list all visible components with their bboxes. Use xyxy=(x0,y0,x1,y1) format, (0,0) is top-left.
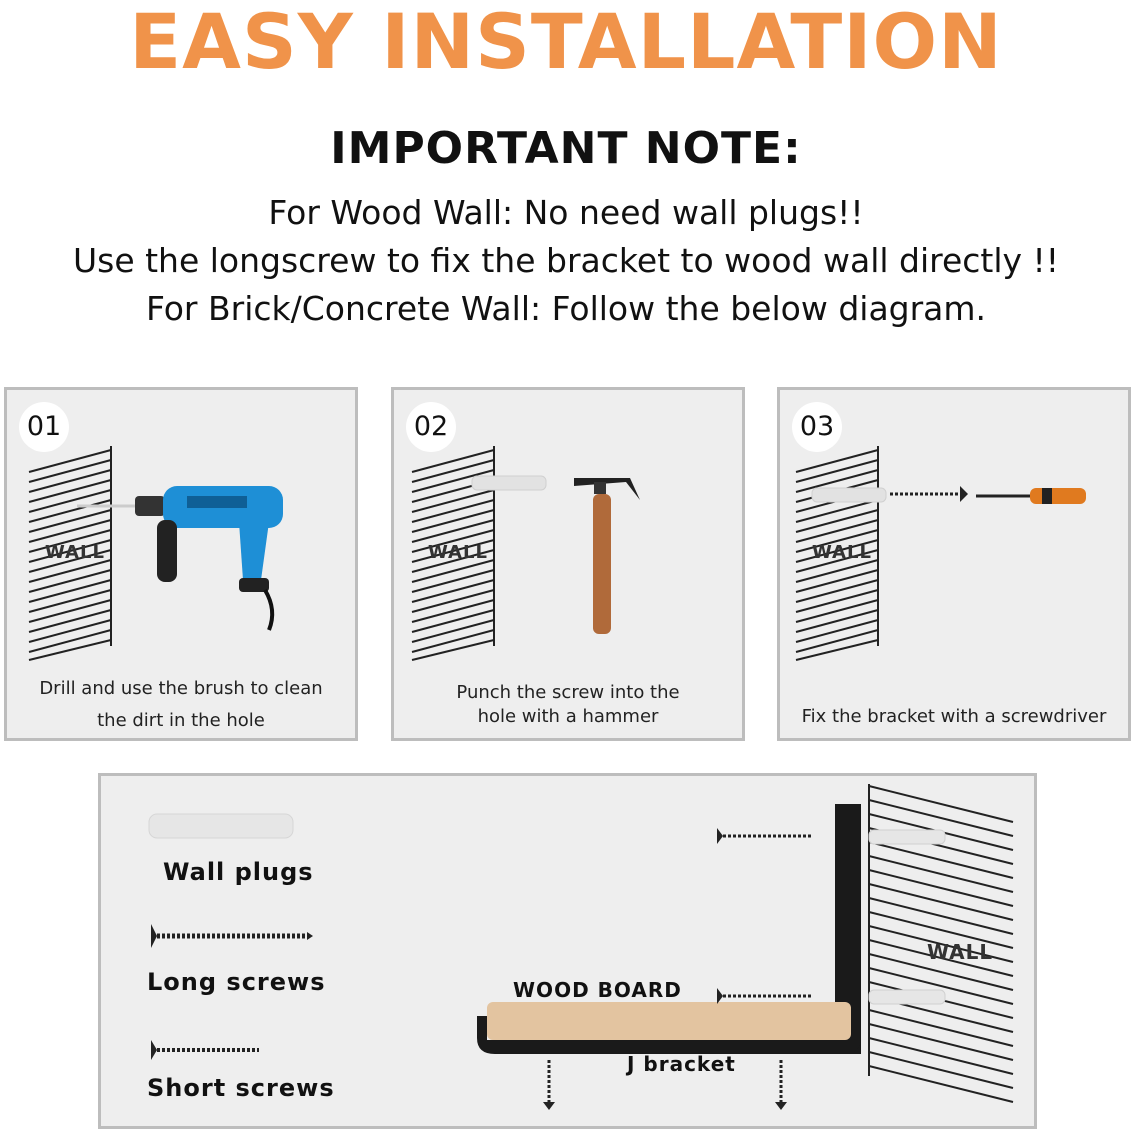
screw-icon xyxy=(717,988,813,1004)
long-screws-label: Long screws xyxy=(147,968,326,996)
long-screw-icon xyxy=(151,924,313,948)
step-caption-line-2: the dirt in the hole xyxy=(97,710,265,731)
parts-diagram-panel xyxy=(98,773,1037,1129)
step-panel-03 xyxy=(777,387,1131,741)
step-caption-line-1: Drill and use the brush to clean xyxy=(39,678,323,699)
note-title: IMPORTANT NOTE: xyxy=(330,123,802,174)
screwdriver-icon xyxy=(976,488,1086,504)
step-caption-line-1: Fix the bracket with a screwdriver xyxy=(801,706,1107,727)
step-number: 01 xyxy=(19,402,69,452)
wood-board-icon xyxy=(487,1002,851,1040)
wall-plug-icon xyxy=(149,814,293,838)
wall-plug-icon xyxy=(869,990,945,1004)
headline: EASY INSTALLATION xyxy=(129,0,1003,86)
wall-plug-icon xyxy=(472,476,546,490)
note-line-wood-wall: For Wood Wall: No need wall plugs!! xyxy=(268,193,864,232)
short-screws-label: Short screws xyxy=(147,1074,335,1102)
screw-icon xyxy=(775,1060,787,1110)
step-panel-01 xyxy=(4,387,358,741)
drill-icon xyxy=(77,486,283,630)
wall-label: WALL xyxy=(45,542,105,563)
wood-board-label: WOOD BOARD xyxy=(513,978,682,1002)
screw-icon xyxy=(890,486,968,502)
step-caption-line-1: Punch the screw into the xyxy=(456,682,680,703)
step-panel-02 xyxy=(391,387,745,741)
step-number: 03 xyxy=(792,402,842,452)
screw-icon xyxy=(543,1060,555,1110)
j-bracket-label: J bracket xyxy=(627,1052,736,1076)
short-screw-icon xyxy=(151,1040,259,1060)
wall-plugs-label: Wall plugs xyxy=(163,858,314,886)
step-caption-line-2: hole with a hammer xyxy=(477,706,659,727)
screw-icon xyxy=(717,828,813,844)
wall-plug-icon xyxy=(812,488,886,502)
step-number: 02 xyxy=(406,402,456,452)
wall-label: WALL xyxy=(428,542,488,563)
hammer-icon xyxy=(574,478,640,634)
note-line-brick-wall: For Brick/Concrete Wall: Follow the below diagram. xyxy=(145,289,987,328)
wall-label: WALL xyxy=(812,542,872,563)
note-line-longscrew: Use the longscrew to fix the bracket to wood wall directly !! xyxy=(72,241,1060,280)
wall-label: WALL xyxy=(927,940,994,964)
wall-plug-icon xyxy=(869,830,945,844)
